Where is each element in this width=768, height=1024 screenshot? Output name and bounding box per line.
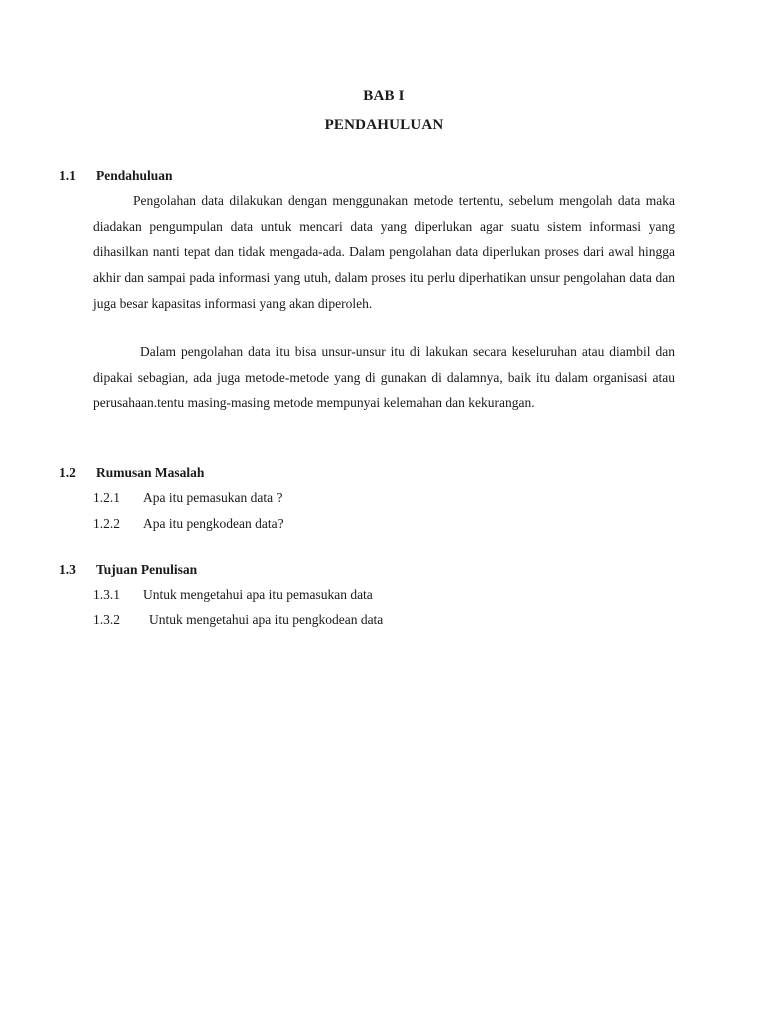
list-item (93, 490, 282, 506)
list-item-text: Untuk mengetahui apa itu pemasukan data (143, 587, 373, 602)
list-item (93, 587, 373, 603)
list-item-number: 1.2.1 (93, 490, 120, 505)
section-number: 1.3 (59, 562, 76, 577)
section-heading-tujuan-penulisan (59, 562, 197, 578)
list-item (93, 516, 284, 532)
section-heading-pendahuluan (59, 168, 173, 184)
section-title: Tujuan Penulisan (96, 562, 198, 577)
list-item-number: 1.3.1 (93, 587, 120, 602)
section-number: 1.2 (59, 465, 76, 480)
chapter-title: PENDAHULUAN (324, 117, 444, 133)
list-item-text: Untuk mengetahui apa itu pengkodean data (149, 612, 384, 627)
chapter-number: BAB I (363, 88, 405, 104)
section-heading-rumusan-masalah (59, 465, 204, 481)
list-item-number: 1.3.2 (93, 612, 120, 627)
list-item-text: Apa itu pengkodean data? (143, 516, 284, 531)
section-title: Rumusan Masalah (96, 465, 205, 480)
list-item (93, 612, 383, 628)
list-item-text: Apa itu pemasukan data ? (143, 490, 283, 505)
list-item-number: 1.2.2 (93, 516, 120, 531)
section-title: Pendahuluan (96, 168, 173, 183)
paragraph: Pengolahan data dilakukan dengan menggunakan metode tertentu, sebelum mengolah data maka diadakan pengumpulan data untuk mencari data yang diperlukan agar suatu sistem informasi yang dihasilkan nanti tepat dan tidak mengada-ada. Dalam pengolahan data diperlukan proses dari awal hingga akhir dan sampai pada informasi yang utuh, dalam proses itu perlu diperhatikan unsur pengolahan data dan juga besar kapasitas informasi yang akan diperoleh. (93, 193, 675, 311)
section-number: 1.1 (59, 168, 76, 183)
paragraph: Dalam pengolahan data itu bisa unsur-unsur itu di lakukan secara keseluruhan atau diambil dan dipakai sebagian, ada juga metode-metode yang di gunakan di dalamnya, baik itu dalam organisasi atau perusahaan.tentu masing-masing metode mempunyai kelemahan dan kekurangan. (93, 344, 675, 411)
